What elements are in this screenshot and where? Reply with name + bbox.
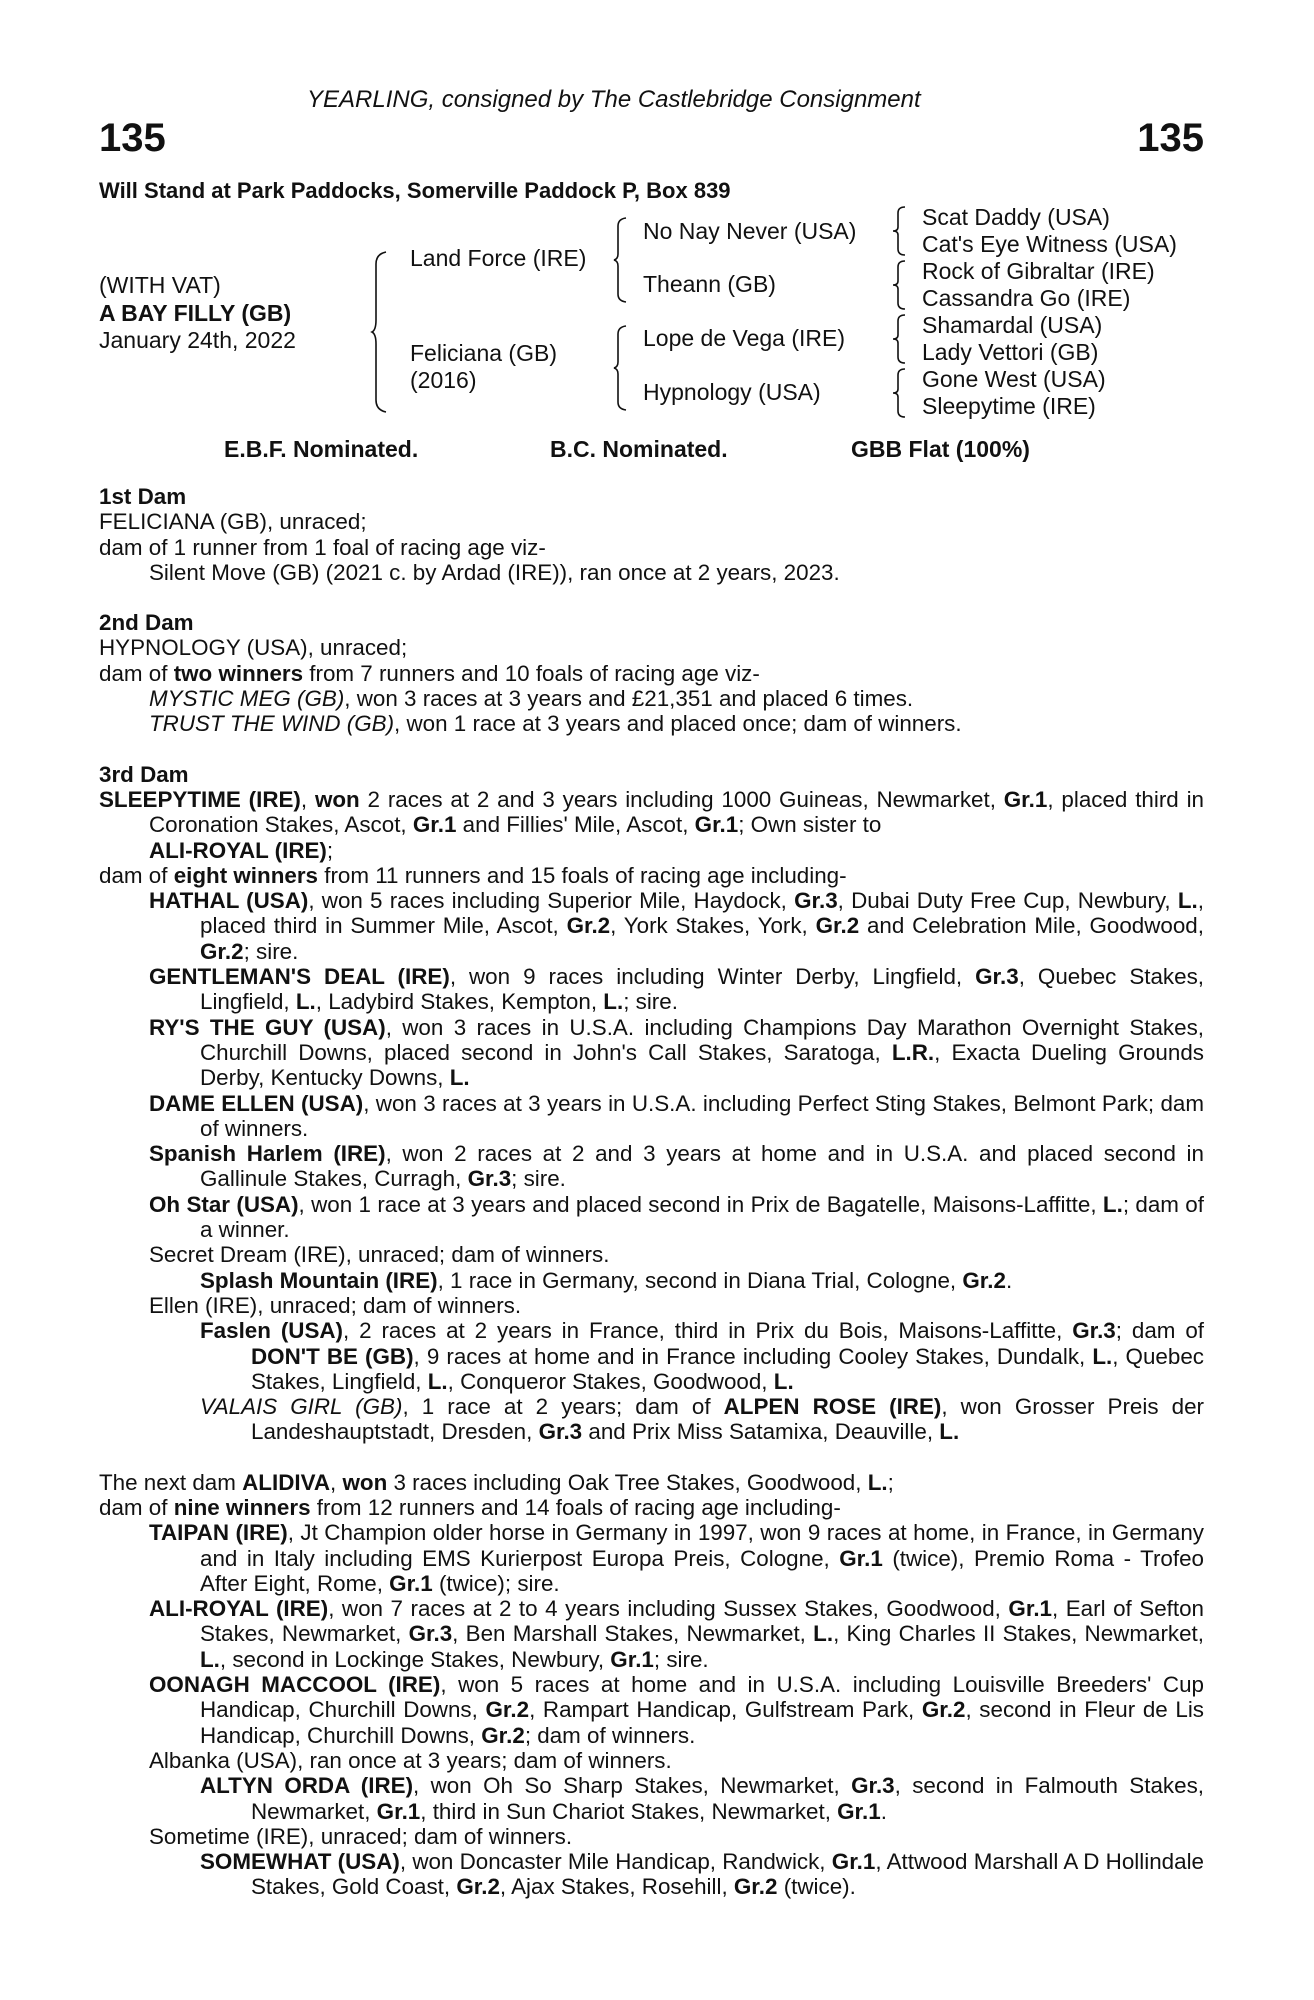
- sire-dam: Theann (GB): [643, 271, 776, 297]
- second-dam-heading: 2nd Dam: [99, 610, 194, 636]
- dam-sire: Lope de Vega (IRE): [643, 325, 846, 351]
- foaled-date: January 24th, 2022: [99, 327, 296, 353]
- grand-produce-entry: VALAIS GIRL (GB), 1 race at 2 years; dam of ALPEN ROSE (IRE), won Grosser Preis der Landeshauptstadt, Dresden, Gr.3 and Prix Miss Satamixa, Deauville, L.: [200, 1394, 1204, 1445]
- produce-entry: Oh Star (USA), won 1 race at 3 years and placed second in Prix de Bagatelle, Maisons-Laffitte, L.; dam of a winner.: [149, 1191, 1204, 1243]
- lot-number-right: 135: [1137, 116, 1204, 160]
- produce-entry: RY'S THE GUY (USA), won 3 races in U.S.A. including Champions Day Marathon Overnight Stakes, Churchill Downs, placed second in John's Call Stakes, Saratoga, L.R., Exacta Dueling Grounds Derby, Kentucky Downs, L.: [149, 1014, 1204, 1091]
- produce-entry: TRUST THE WIND (GB), won 1 race at 3 years and placed once; dam of winners.: [149, 711, 962, 737]
- grandparent-7: Gone West (USA): [922, 366, 1106, 392]
- grandparent-4: Cassandra Go (IRE): [922, 285, 1131, 311]
- produce-entry: DAME ELLEN (USA), won 3 races at 3 years in U.S.A. including Perfect Sting Stakes, Belmont Park; dam of winners.: [149, 1090, 1205, 1141]
- ebf-nomination: E.B.F. Nominated.: [224, 436, 419, 462]
- first-dam-produce-item: Silent Move (GB) (2021 c. by Ardad (IRE)), ran once at 2 years, 2023.: [149, 559, 840, 585]
- pedigree-brace-sire: [614, 218, 628, 302]
- produce-entry: OONAGH MACCOOL (IRE), won 5 races at home and in U.S.A. including Louisville Breeders' Cup Handicap, Churchill Downs, Gr.2, Rampart Handicap, Gulfstream Park, Gr.2, second in Fleur de Lis Handicap, Churchill Downs, Gr.2; dam of winners.: [149, 1672, 1205, 1748]
- pedigree-brace-g2: [893, 259, 907, 311]
- pedigree-brace-main: [372, 252, 388, 412]
- family-details: [99, 484, 1204, 1900]
- grand-produce-entry: Splash Mountain (IRE), 1 race in Germany, second in Diana Trial, Cologne, Gr.2.: [200, 1267, 1013, 1293]
- dam-year: (2016): [410, 367, 477, 393]
- next-dam-entry: The next dam ALIDIVA, won 3 races including Oak Tree Stakes, Goodwood, L.;: [99, 1469, 894, 1495]
- grand-produce-entry: ALTYN ORDA (IRE), won Oh So Sharp Stakes, Newmarket, Gr.3, second in Falmouth Stakes, Newmarket, Gr.1, third in Sun Chariot Stakes, Newmarket, Gr.1.: [200, 1773, 1204, 1824]
- horse-name: A BAY FILLY (GB): [99, 300, 292, 326]
- produce-entry: Albanka (USA), ran once at 3 years; dam of winners.: [149, 1747, 672, 1773]
- next-dam-produce-summary: dam of nine winners from 12 runners and 14 foals of racing age including-: [99, 1494, 841, 1520]
- produce-entry: Sometime (IRE), unraced; dam of winners.: [149, 1823, 573, 1849]
- grand-produce-entry: Faslen (USA), 2 races at 2 years in France, third in Prix du Bois, Maisons-Laffitte, Gr.3; dam of DON'T BE (GB), 9 races at home and in France including Cooley Stakes, Dundalk, L., Quebec Stakes, Lingfield, L., Conqueror Stakes, Goodwood, L.: [200, 1318, 1204, 1394]
- second-dam-produce-summary: dam of two winners from 7 runners and 10 foals of racing age viz-: [99, 660, 760, 686]
- dam-dam: Hypnology (USA): [643, 379, 821, 405]
- first-dam-line: FELICIANA (GB), unraced;: [99, 509, 367, 535]
- sire-name: Land Force (IRE): [410, 245, 587, 271]
- sire-sire: No Nay Never (USA): [643, 218, 857, 244]
- produce-entry: Ellen (IRE), unraced; dam of winners.: [149, 1292, 522, 1318]
- bc-nomination: B.C. Nominated.: [550, 436, 728, 462]
- gbb-flat: GBB Flat (100%): [851, 436, 1030, 462]
- first-dam-heading: 1st Dam: [99, 484, 187, 509]
- grandparent-1: Scat Daddy (USA): [922, 204, 1110, 230]
- pedigree-brace-g1: [893, 205, 907, 257]
- pedigree-brace-g4: [893, 367, 907, 419]
- grandparent-5: Shamardal (USA): [922, 312, 1103, 338]
- produce-entry: ALI-ROYAL (IRE), won 7 races at 2 to 4 years including Sussex Stakes, Goodwood, Gr.1, Earl of Sefton Stakes, Newmarket, Gr.3, Ben Marshall Stakes, Newmarket, L., King Charles II Stakes, Newmarket, L., second in Lockinge Stakes, Newbury, Gr.1; sire.: [149, 1596, 1204, 1672]
- third-dam-heading: 3rd Dam: [99, 761, 189, 787]
- pedigree-brace-dam: [614, 326, 628, 410]
- third-dam-entry: SLEEPYTIME (IRE), won 2 races at 2 and 3 years including 1000 Guineas, Newmarket, Gr.1, placed third in Coronation Stakes, Ascot, Gr.1 and Fillies' Mile, Ascot, Gr.1; Own sister to ALI-ROYAL (IRE);: [99, 786, 1204, 863]
- first-dam-produce-summary: dam of 1 runner from 1 foal of racing age viz-: [99, 534, 546, 560]
- produce-entry: GENTLEMAN'S DEAL (IRE), won 9 races including Winter Derby, Lingfield, Gr.3, Quebec Stakes, Lingfield, L., Ladybird Stakes, Kempton, L.; sire.: [149, 964, 1204, 1015]
- grandparent-3: Rock of Gibraltar (IRE): [922, 258, 1155, 284]
- grandparent-2: Cat's Eye Witness (USA): [922, 231, 1177, 257]
- vat-label: (WITH VAT): [99, 272, 221, 298]
- dam-name: Feliciana (GB): [410, 340, 557, 366]
- grandparent-8: Sleepytime (IRE): [922, 393, 1096, 419]
- grand-produce-entry: SOMEWHAT (USA), won Doncaster Mile Handicap, Randwick, Gr.1, Attwood Marshall A D Hollindale Stakes, Gold Coast, Gr.2, Ajax Stakes, Rosehill, Gr.2 (twice).: [200, 1849, 1204, 1900]
- lot-number-left: 135: [99, 116, 166, 160]
- third-dam-produce-summary: dam of eight winners from 11 runners and 15 foals of racing age including-: [99, 862, 847, 888]
- produce-entry: HATHAL (USA), won 5 races including Superior Mile, Haydock, Gr.3, Dubai Duty Free Cup, Newbury, L., placed third in Summer Mile, Ascot, Gr.2, York Stakes, York, Gr.2 and Celebration Mile, Goodwood, Gr.2; sire.: [149, 888, 1204, 964]
- produce-entry: Spanish Harlem (IRE), won 2 races at 2 and 3 years at home and in U.S.A. and placed second in Gallinule Stakes, Curragh, Gr.3; sire.: [149, 1141, 1204, 1192]
- grandparent-6: Lady Vettori (GB): [922, 339, 1099, 365]
- produce-entry: Secret Dream (IRE), unraced; dam of winners.: [149, 1242, 610, 1268]
- produce-entry: MYSTIC MEG (GB), won 3 races at 3 years and £21,351 and placed 6 times.: [149, 686, 914, 712]
- consignment-line: YEARLING, consigned by The Castlebridge Consignment: [307, 86, 921, 113]
- stand-location: Will Stand at Park Paddocks, Somerville Paddock P, Box 839: [99, 178, 731, 203]
- produce-entry: TAIPAN (IRE), Jt Champion older horse in Germany in 1997, won 9 races at home, in France, in Germany and in Italy including EMS Kurierpost Europa Preis, Cologne, Gr.1 (twice), Premio Roma - Trofeo After Eight, Rome, Gr.1 (twice); sire.: [149, 1520, 1204, 1596]
- pedigree-brace-g3: [893, 313, 907, 365]
- second-dam-line: HYPNOLOGY (USA), unraced;: [99, 635, 408, 661]
